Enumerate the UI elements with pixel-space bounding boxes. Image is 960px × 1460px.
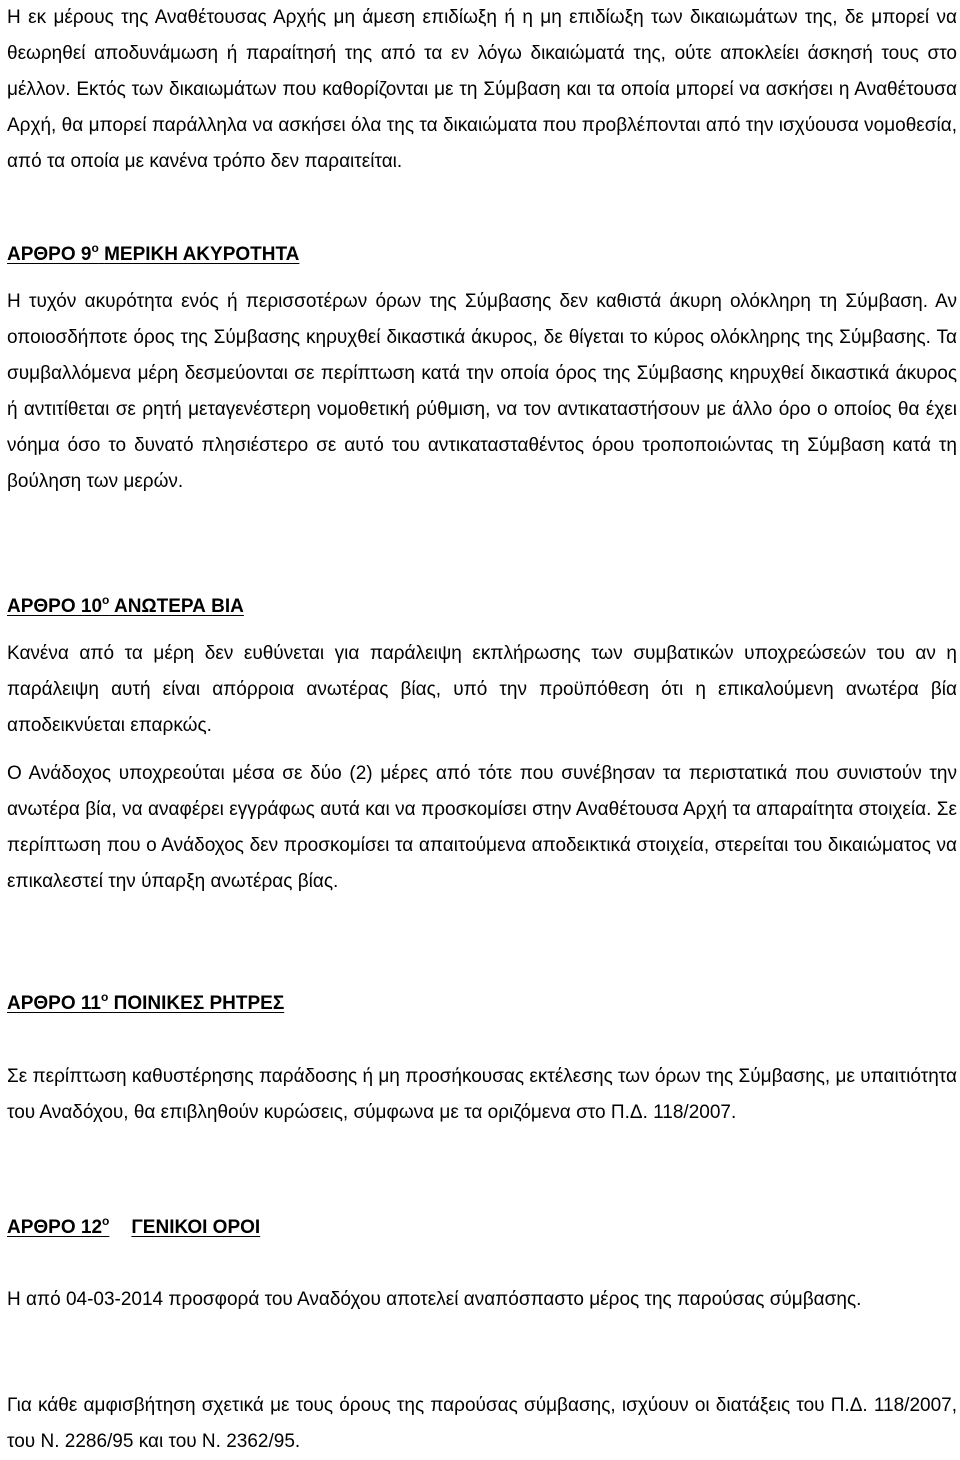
article-10-ordinal: ο <box>102 593 110 607</box>
intro-paragraph: Η εκ μέρους της Αναθέτουσας Αρχής μη άμεση επιδίωξη ή η μη επιδίωξη των δικαιωμάτων της, δε μπορεί να θεωρηθεί αποδυνάμωση ή παραίτησή της από τα εν λόγω δικαιώματά της, ούτε αποκλείει άσκησή τους στο μέλλον. Εκτός των δικαιωμάτων που καθορίζονται με τη Σύμβαση και τα οποία μπορεί να ασκήσει η Αναθέτουσα Αρχή, θα μπορεί παράλληλα να ασκήσει όλα της τα δικαιώματα που προβλέπονται από την ισχύουσα νομοθεσία, από τα οποία με κανένα τρόπο δεν παραιτείται. <box>7 7 957 172</box>
article-11-number: ΑΡΘΡΟ 11 <box>7 993 101 1014</box>
article-11-title: ΠΟΙΝΙΚΕΣ ΡΗΤΡΕΣ <box>113 993 285 1014</box>
article-10-paragraph-2: Ο Ανάδοχος υποχρεούται μέσα σε δύο (2) μέρες από τότε που συνέβησαν τα περιστατικά που συνιστούν την ανωτέρα βία, να αναφέρει εγγράφως αυτά και να προσκομίσει στην Αναθέτουσα Αρχή τα απαραίτητα στοιχεία. Σε περίπτωση που ο Ανάδοχος δεν προσκομίσει τα απαιτούμενα αποδεικτικά στοιχεία, στερείται του δικαιώματος να επικαλεστεί την ύπαρξη ανωτέρας βίας. <box>7 763 957 892</box>
article-10-paragraph-1: Κανένα από τα μέρη δεν ευθύνεται για παράλειψη εκπλήρωσης των συμβατικών υποχρεώσεών του αν η παράλειψη αυτή είναι απόρροια ανωτέρας βίας, υπό την προϋπόθεση ότι η επικαλούμενη ανωτέρα βία αποδεικνύεται επαρκώς. <box>7 643 957 736</box>
article-12-title: ΓΕΝΙΚΟΙ ΟΡΟΙ <box>131 1217 261 1238</box>
article-9-ordinal: ο <box>91 241 99 255</box>
article-12-number: ΑΡΘΡΟ 12 <box>7 1217 103 1238</box>
article-9-title: ΜΕΡΙΚΗ ΑΚΥΡΟΤΗΤΑ <box>104 244 300 265</box>
article-12-heading <box>7 1210 957 1246</box>
article-10-title: ΑΝΩΤΕΡΑ ΒΙΑ <box>113 596 244 617</box>
article-12-paragraph-2: Για κάθε αμφισβήτηση σχετικά με τους όρους της παρούσας σύμβασης, ισχύουν οι διατάξεις του Π.Δ. 118/2007, του Ν. 2286/95 και του Ν. 2362/95. <box>7 1395 957 1452</box>
article-10-number: ΑΡΘΡΟ 10 <box>7 596 103 617</box>
article-9-paragraph: Η τυχόν ακυρότητα ενός ή περισσοτέρων όρων της Σύμβασης δεν καθιστά άκυρη ολόκληρη τη Σύμβαση. Αν οποιοσδήποτε όρος της Σύμβασης κηρυχθεί δικαστικά άκυρος, δε θίγεται το κύρος ολόκληρης της Σύμβασης. Τα συμβαλλόμενα μέρη δεσμεύονται σε περίπτωση κατά την οποία όρος της Σύμβασης κηρυχθεί δικαστικά άκυρος ή αντιτίθεται σε ρητή μεταγενέστερη νομοθετική ρύθμιση, να τον αντικαταστήσουν με άλλο όρο ο οποίος θα έχει νόημα όσο το δυνατό πλησιέστερο σε αυτό του αντικατασταθέντος όρου τροποποιώντας τη Σύμβαση κατά τη βούληση των μερών. <box>7 291 957 492</box>
article-11-paragraph: Σε περίπτωση καθυστέρησης παράδοσης ή μη προσήκουσας εκτέλεσης των όρων της Σύμβασης, με υπαιτιότητα του Αναδόχου, θα επιβληθούν κυρώσεις, σύμφωνα με τα οριζόμενα στο Π.Δ. 118/2007. <box>7 1066 957 1123</box>
article-12-paragraph-1: Η από 04-03-2014 προσφορά του Αναδόχου αποτελεί αναπόσπαστο μέρος της παρούσας σύμβασης. <box>7 1289 862 1310</box>
article-12-ordinal: ο <box>102 1214 110 1228</box>
article-9-number: ΑΡΘΡΟ 9 <box>7 244 92 265</box>
article-9-heading <box>7 237 957 273</box>
article-10-heading <box>7 589 957 625</box>
article-11-heading <box>7 986 957 1022</box>
article-11-ordinal: ο <box>101 990 109 1004</box>
